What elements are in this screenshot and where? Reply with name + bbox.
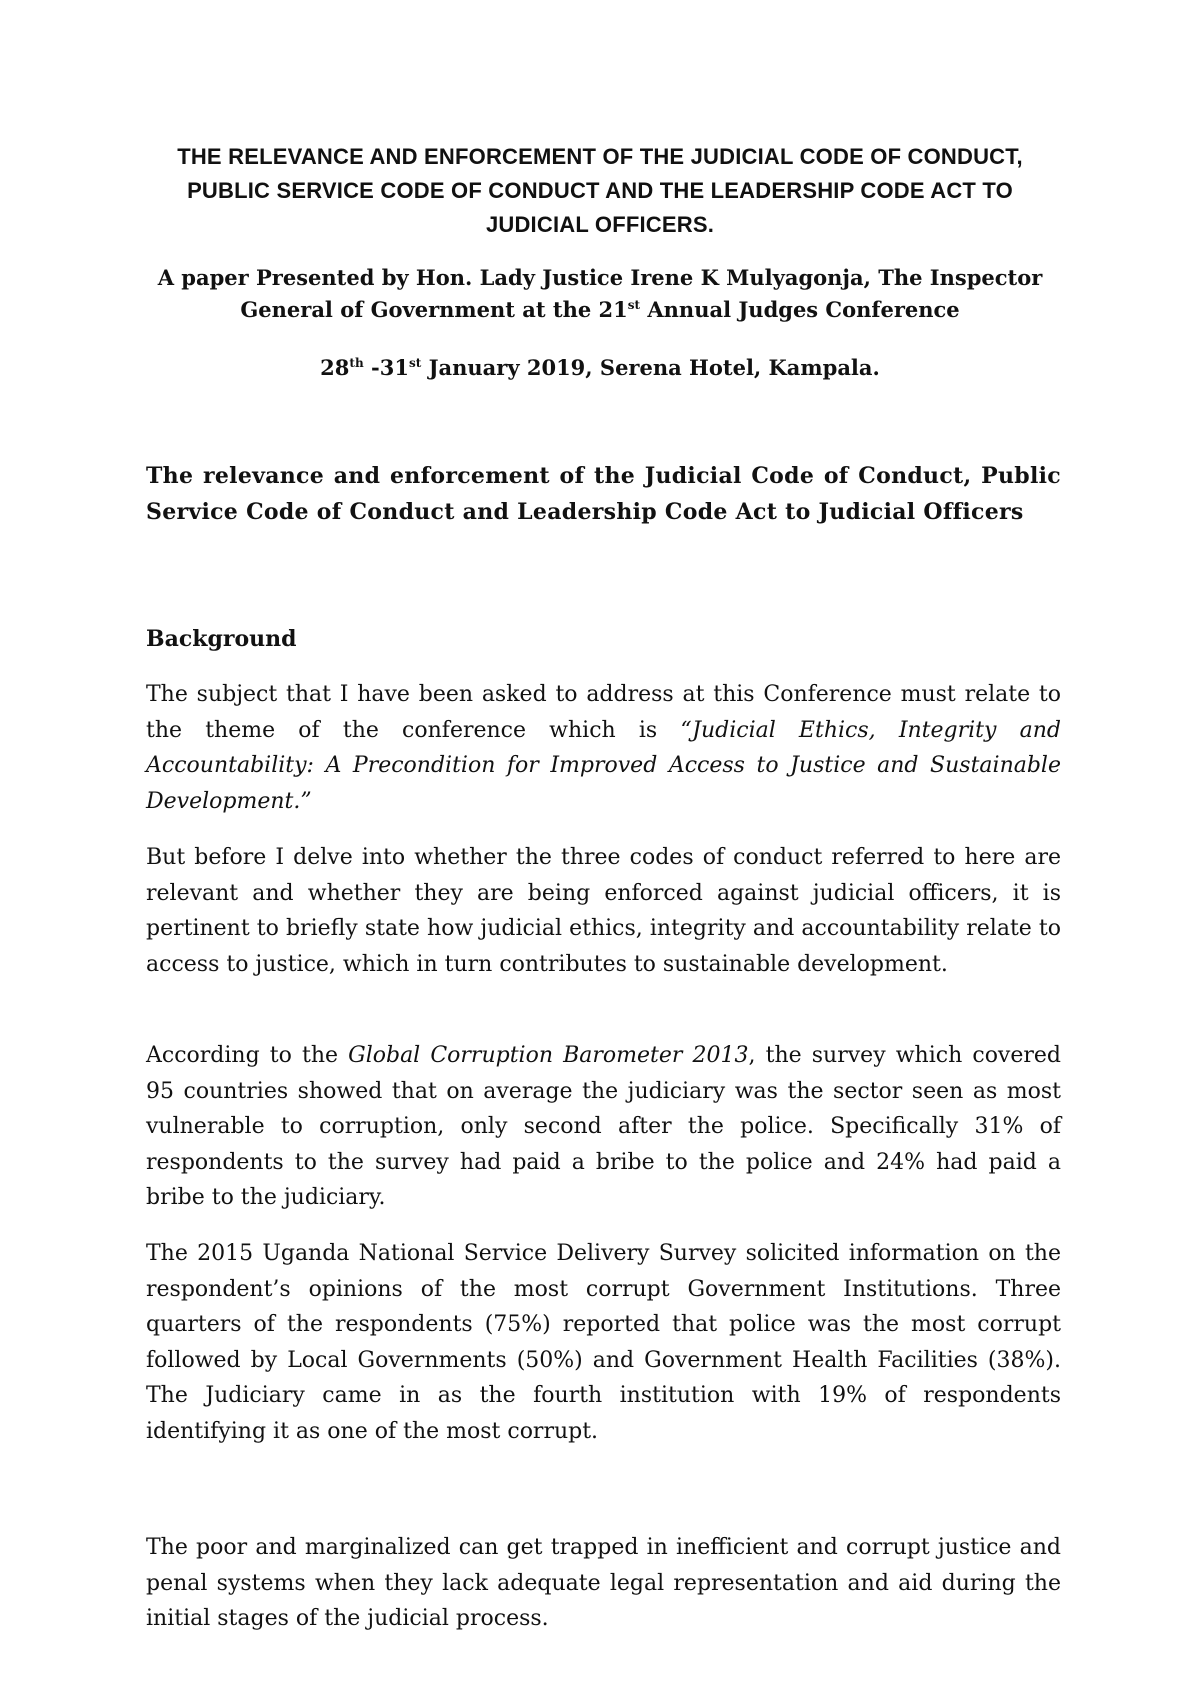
presenter-text: A paper Presented by Hon. Lady Justice Irene K Mulyagonja, The Inspector General of Government at the 21	[157, 265, 1043, 322]
paragraph-barometer-intro: According to the	[146, 1043, 349, 1068]
ordinal-suffix: st	[627, 298, 641, 312]
paper-title: THE RELEVANCE AND ENFORCEMENT OF THE JUDICIAL CODE OF CONDUCT, PUBLIC SERVICE CODE OF CONDUCT AND THE LEADERSHIP CODE ACT TO JUDICIAL OFFICERS.	[177, 144, 1023, 237]
conference-theme: “Judicial Ethics, Integrity and Accountability: A Precondition for Improved Access to Justice and Sustainable Development.”	[146, 717, 1061, 814]
presenter-text-end: Annual Judges Conference	[640, 297, 960, 322]
paragraph-barometer	[146, 1038, 1061, 1216]
paragraph-barometer-rest: , the survey which covered 95 countries showed that on average the judiciary was the sector seen as most vulnerable to corruption, only second after the police. Specifically 31% of respondents to the survey had paid a bribe to the police and 24% had paid a bribe to the judiciary.	[146, 1043, 1062, 1210]
section-heading: The relevance and enforcement of the Judicial Code of Conduct, Public Service Code of Conduct and Leadership Code Act to Judicial Officers	[146, 463, 1061, 525]
paragraph-theme	[146, 677, 1061, 819]
date-end-suffix: st	[408, 356, 422, 370]
paragraph-poor: The poor and marginalized can get trapped in inefficient and corrupt justice and penal systems when they lack adequate legal representation and aid during the initial stages of the judicial process.	[146, 1535, 1061, 1631]
barometer-source: Global Corruption Barometer 2013	[348, 1043, 749, 1068]
paragraph-survey: The 2015 Uganda National Service Delivery Survey solicited information on the respondent’s opinions of the most corrupt Government Institutions. Three quarters of the respondents (75%) reported that police was the most corrupt followed by Local Governments (50%) and Government Health Facilities (38%). The Judiciary came in as the fourth institution with 19% of respondents identifying it as one of the most corrupt.	[146, 1241, 1061, 1444]
date-start-suffix: th	[349, 356, 364, 370]
paragraph-codes: But before I delve into whether the three codes of conduct referred to here are relevant and whether they are being enforced against judicial officers, it is pertinent to briefly state how judicial ethics, integrity and accountability relate to access to justice, which in turn contributes to sustainable development.	[146, 845, 1061, 977]
presenter-line	[120, 262, 1080, 326]
date-end: -31	[363, 355, 409, 380]
background-heading: Background	[146, 626, 297, 652]
date-start: 28	[320, 355, 350, 380]
paragraph-theme-intro: The subject that I have been asked to address at this Conference must relate to the theme of the conference which is	[146, 682, 1061, 743]
venue-text: January 2019, Serena Hotel, Kampala.	[421, 355, 880, 380]
conference-dates	[120, 352, 1080, 384]
